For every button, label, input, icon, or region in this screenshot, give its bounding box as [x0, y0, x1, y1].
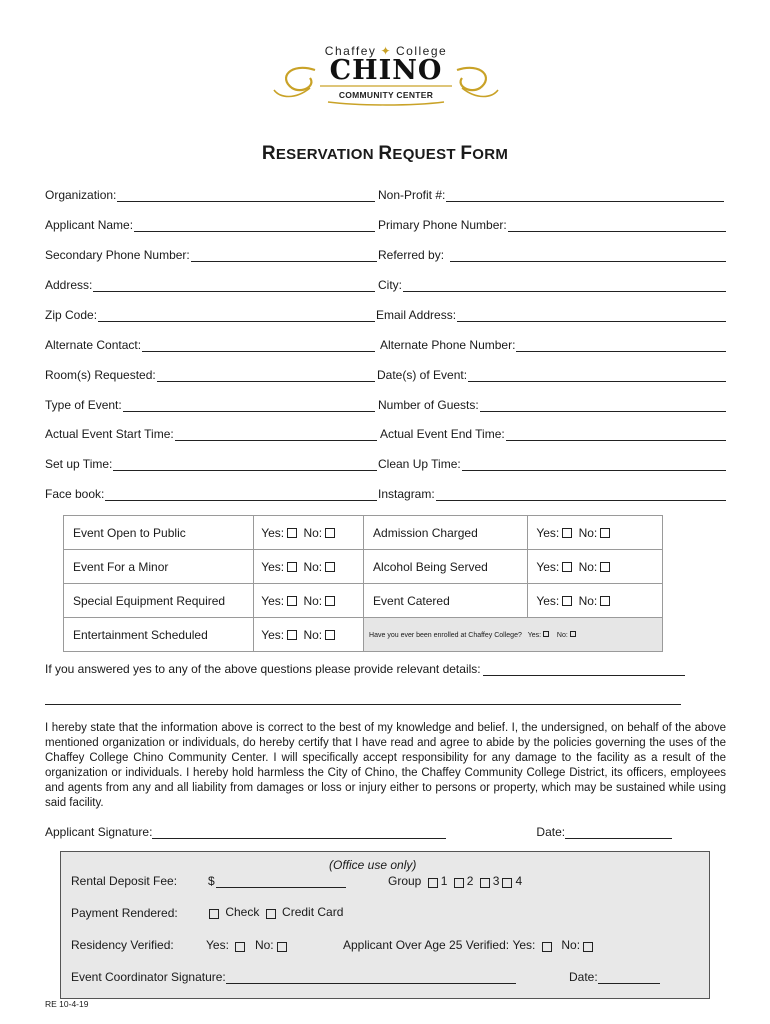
event-for-minor-options: Yes: No: [254, 550, 364, 584]
residency-verified-label: Residency Verified: [71, 938, 174, 952]
chino-community-center-logo [270, 40, 502, 110]
open-to-public-label: Event Open to Public [64, 516, 254, 550]
event-for-minor-label: Event For a Minor [64, 550, 254, 584]
non-profit-field[interactable]: Non-Profit #: [378, 186, 724, 202]
primary-phone-field[interactable]: Primary Phone Number: [378, 216, 726, 232]
rooms-requested-field[interactable]: Room(s) Requested: [45, 366, 375, 382]
zip-code-field[interactable]: Zip Code: [45, 306, 375, 322]
checkbox-icon[interactable] [600, 528, 610, 538]
checkbox-icon[interactable] [325, 562, 335, 572]
facebook-field[interactable]: Face book: [45, 485, 377, 501]
checkbox-icon[interactable] [570, 631, 576, 637]
checkbox-icon[interactable] [454, 878, 464, 888]
checkbox-icon[interactable] [287, 596, 297, 606]
checkbox-icon[interactable] [287, 562, 297, 572]
checkbox-icon[interactable] [325, 630, 335, 640]
table-row [64, 550, 663, 584]
city-field[interactable]: City: [378, 276, 726, 292]
event-questions-table [63, 515, 663, 652]
checkbox-icon[interactable] [480, 878, 490, 888]
coordinator-signature-field[interactable] [226, 971, 516, 984]
applicant-name-field[interactable]: Applicant Name: [45, 216, 375, 232]
alcohol-served-label: Alcohol Being Served [364, 550, 528, 584]
table-row [64, 584, 663, 618]
number-of-guests-field[interactable]: Number of Guests: [378, 396, 726, 412]
checkbox-icon[interactable] [325, 528, 335, 538]
dates-of-event-field[interactable]: Date(s) of Event: [377, 366, 726, 382]
applicant-signature-row: Applicant Signature: Date: [45, 825, 672, 839]
checkbox-icon[interactable] [502, 878, 512, 888]
liability-statement: I hereby state that the information above is correct to the best of my knowledge and belief. I, the undersigned, on behalf of the above mentioned organization or individuals, do hereby certify that I have read and agree to abide by the policies governing the uses of the Chaffey College Chino Community Center. I will specifically accept responsibility for any damage to the facility as a result of the organization or individuals. I hereby hold harmless the City of Chino, the Chaffey Community College District, its officers, employees and agents from any and all liability from damages or loss or injury either to persons or property, which may be sustained while using said facility. [45, 722, 726, 809]
secondary-phone-field[interactable]: Secondary Phone Number: [45, 246, 377, 262]
event-start-time-field[interactable]: Actual Event Start Time: [45, 425, 377, 441]
alternate-contact-field[interactable]: Alternate Contact: [45, 336, 375, 352]
checkbox-icon[interactable] [543, 631, 549, 637]
event-catered-label: Event Catered [364, 584, 528, 618]
referred-by-field[interactable]: Referred by: [378, 246, 726, 262]
event-end-time-field[interactable]: Actual Event End Time: [380, 425, 726, 441]
relevant-details-field[interactable]: If you answered yes to any of the above questions please provide relevant details: [45, 662, 685, 676]
admission-charged-label: Admission Charged [364, 516, 528, 550]
checkbox-icon[interactable] [209, 909, 219, 919]
email-address-field[interactable]: Email Address: [376, 306, 726, 322]
coordinator-date-row: Date: [569, 970, 660, 984]
organization-field[interactable]: Organization: [45, 186, 375, 202]
table-row [64, 618, 663, 652]
form-revision-code: RE 10-4-19 [45, 999, 89, 1009]
relevant-details-line[interactable] [45, 704, 681, 705]
checkbox-icon[interactable] [325, 596, 335, 606]
entertainment-scheduled-label: Entertainment Scheduled [64, 618, 254, 652]
address-field[interactable]: Address: [45, 276, 375, 292]
checkbox-icon[interactable] [287, 528, 297, 538]
applicant-signature-field[interactable] [152, 826, 446, 839]
office-use-heading: (Office use only) [329, 858, 417, 872]
coordinator-date-field[interactable] [598, 971, 660, 984]
checkbox-icon[interactable] [542, 942, 552, 952]
group-options: Group 1 2 3 4 [388, 874, 523, 888]
cleanup-time-field[interactable]: Clean Up Time: [378, 455, 726, 471]
logo-college-text: Chaffey ✦ College [324, 44, 448, 58]
logo-chino-text: CHINO [329, 55, 443, 86]
logo-subtitle: COMMUNITY CENTER [338, 90, 434, 100]
special-equipment-options: Yes: No: [254, 584, 364, 618]
checkbox-icon[interactable] [428, 878, 438, 888]
residency-verified-options: Yes: No: [206, 938, 290, 952]
checkbox-icon[interactable] [266, 909, 276, 919]
checkbox-icon[interactable] [277, 942, 287, 952]
checkbox-icon[interactable] [235, 942, 245, 952]
type-of-event-field[interactable]: Type of Event: [45, 396, 375, 412]
alcohol-served-options: Yes: No: [528, 550, 663, 584]
coordinator-signature-row: Event Coordinator Signature: [71, 970, 516, 984]
special-equipment-label: Special Equipment Required [64, 584, 254, 618]
checkbox-icon[interactable] [562, 596, 572, 606]
instagram-field[interactable]: Instagram: [378, 485, 726, 501]
alternate-phone-field[interactable]: Alternate Phone Number: [380, 336, 726, 352]
open-to-public-options: Yes: No: [254, 516, 364, 550]
event-catered-options: Yes: No: [528, 584, 663, 618]
entertainment-scheduled-options: Yes: No: [254, 618, 364, 652]
payment-rendered-label: Payment Rendered: [71, 906, 178, 920]
checkbox-icon[interactable] [583, 942, 593, 952]
enrolled-chaffey-question: Have you ever been enrolled at Chaffey College? Yes: No: [364, 618, 663, 652]
payment-options: Check Credit Card [206, 905, 343, 919]
checkbox-icon[interactable] [287, 630, 297, 640]
age-verified-options: Applicant Over Age 25 Verified: Yes: No: [343, 938, 596, 952]
admission-charged-options: Yes: No: [528, 516, 663, 550]
checkbox-icon[interactable] [600, 562, 610, 572]
checkbox-icon[interactable] [600, 596, 610, 606]
office-use-section [60, 851, 710, 999]
applicant-date-field[interactable] [565, 826, 672, 839]
rental-deposit-field[interactable]: $ [208, 874, 346, 888]
checkbox-icon[interactable] [562, 562, 572, 572]
setup-time-field[interactable]: Set up Time: [45, 455, 377, 471]
table-row [64, 516, 663, 550]
form-title: RESERVATION REQUEST FORM [261, 143, 509, 164]
checkbox-icon[interactable] [562, 528, 572, 538]
rental-deposit-label: Rental Deposit Fee: [71, 874, 178, 888]
